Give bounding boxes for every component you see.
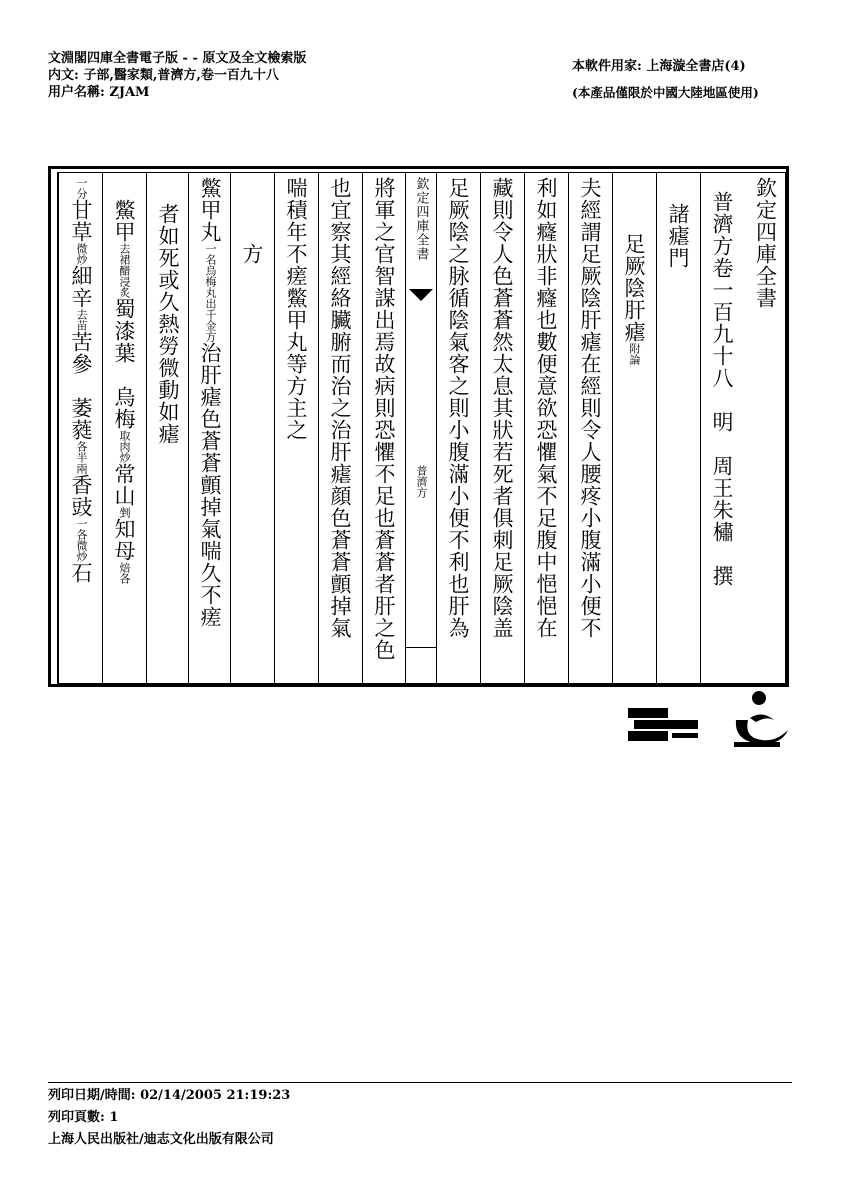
column-text: 將軍之官智謀出焉故病則恐懼不足也蒼蒼者肝之色 xyxy=(372,177,396,661)
text-column xyxy=(318,173,360,683)
text-column xyxy=(612,173,654,683)
gutter-book-name: 普濟方 xyxy=(415,465,428,498)
publisher-line: 上海人民出版社/迪志文化出版有限公司 xyxy=(48,1132,274,1147)
column-text: 夫經謂足厥陰肝瘧在經則令人腰疼小腹滿小便不 xyxy=(578,177,602,639)
column-run: 苦參 萎蕤 xyxy=(69,331,93,441)
column-text: 藏則令人色蒼蒼然太息其狀若死者俱刺足厥陰盖 xyxy=(490,177,514,639)
print-page-count: 列印頁數: 1 xyxy=(48,1110,119,1125)
column-text: 普濟方卷一百九十八 明 周王朱橚 撰 xyxy=(710,191,734,587)
text-column xyxy=(480,173,522,683)
text-column xyxy=(102,173,144,683)
column-note: 焙各 xyxy=(118,562,131,584)
column-run: 石 xyxy=(69,562,93,584)
column-run: 香豉 xyxy=(69,474,93,518)
licensee-line: 本軟件用家: 上海漩全書店(4) xyxy=(572,59,746,74)
column-run: 鱉甲 xyxy=(112,177,136,243)
text-column xyxy=(524,173,566,683)
column-main: 足厥陰肝瘧 xyxy=(622,211,646,343)
column-run: 治肝瘧色蒼蒼顫掉氣喘久不瘥 xyxy=(198,342,222,628)
column-text: 欽定四庫全書 xyxy=(753,177,778,309)
seal-logo-icon xyxy=(726,690,792,750)
column-note: 各半兩 xyxy=(75,441,88,474)
column-note: 一分 xyxy=(75,177,88,199)
text-column xyxy=(656,173,698,683)
column-note: 一名烏梅丸出千金方 xyxy=(204,243,217,342)
column-run: 鱉甲丸 xyxy=(198,177,222,243)
column-text: 足厥陰之脉循陰氣客之則小腹滿小便不利也肝為 xyxy=(446,177,470,639)
gutter-title: 欽定四庫全書 xyxy=(413,177,429,261)
column-text: 者如死或久熱勞微動如瘧 xyxy=(156,181,180,445)
column-text xyxy=(623,211,644,365)
column-text xyxy=(113,177,134,584)
column-text: 諸瘧門 xyxy=(666,181,690,269)
text-column xyxy=(274,173,316,683)
column-text: 方 xyxy=(240,221,264,265)
column-text: 也宜察其經絡臟腑而治之治肝瘧顔色蒼蒼顫掉氣 xyxy=(328,177,352,639)
gutter-rule xyxy=(406,647,436,648)
column-run: 蜀漆葉 烏梅 xyxy=(112,298,136,430)
footer xyxy=(48,1085,290,1151)
column-note: 取肉炒 xyxy=(118,430,131,463)
column-note: 去裙醋浸炙 xyxy=(118,243,131,298)
text-column xyxy=(230,173,272,683)
column-run: 細辛 xyxy=(69,265,93,309)
text-column xyxy=(744,173,786,683)
column-note: 一各微炒 xyxy=(75,518,88,562)
column-note: 去苗 xyxy=(75,309,88,331)
text-column xyxy=(568,173,610,683)
footer-rule xyxy=(48,1082,792,1083)
text-column xyxy=(146,173,188,683)
header-line: 文淵閣四庫全書電子版 - - 原文及全文檢索版 xyxy=(48,51,307,66)
text-column xyxy=(362,173,404,683)
column-text: 利如癃狀非癃也數便意欲恐懼氣不足腹中悒悒在 xyxy=(534,177,558,639)
column-text xyxy=(70,177,91,584)
column-note: 附論 xyxy=(628,343,641,365)
print-datetime: 列印日期/時間: 02/14/2005 21:19:23 xyxy=(48,1088,291,1103)
text-column xyxy=(58,173,102,683)
header-left xyxy=(48,50,306,101)
book-gutter xyxy=(405,173,436,683)
fishtail-mark xyxy=(409,289,433,301)
text-column xyxy=(436,173,478,683)
column-text: 喘積年不瘥鱉甲丸等方主之 xyxy=(284,177,308,441)
column-run: 常山 xyxy=(112,463,136,507)
text-column xyxy=(700,173,742,683)
column-run: 甘草 xyxy=(69,199,93,243)
column-text xyxy=(199,177,220,628)
header-line: 内文: 子部,醫家類,普濟方,卷一百九十八 xyxy=(48,68,279,83)
region-notice: (本產品僅限於中國大陸地區使用) xyxy=(572,85,759,100)
column-run: 知母 xyxy=(112,518,136,562)
column-note: 剉 xyxy=(118,507,131,518)
header-line: 用户名稱: ZJAM xyxy=(48,85,150,100)
header-right xyxy=(572,54,759,106)
publisher-logo-icon xyxy=(628,706,698,744)
text-column xyxy=(188,173,230,683)
column-note: 微炒 xyxy=(75,243,88,265)
